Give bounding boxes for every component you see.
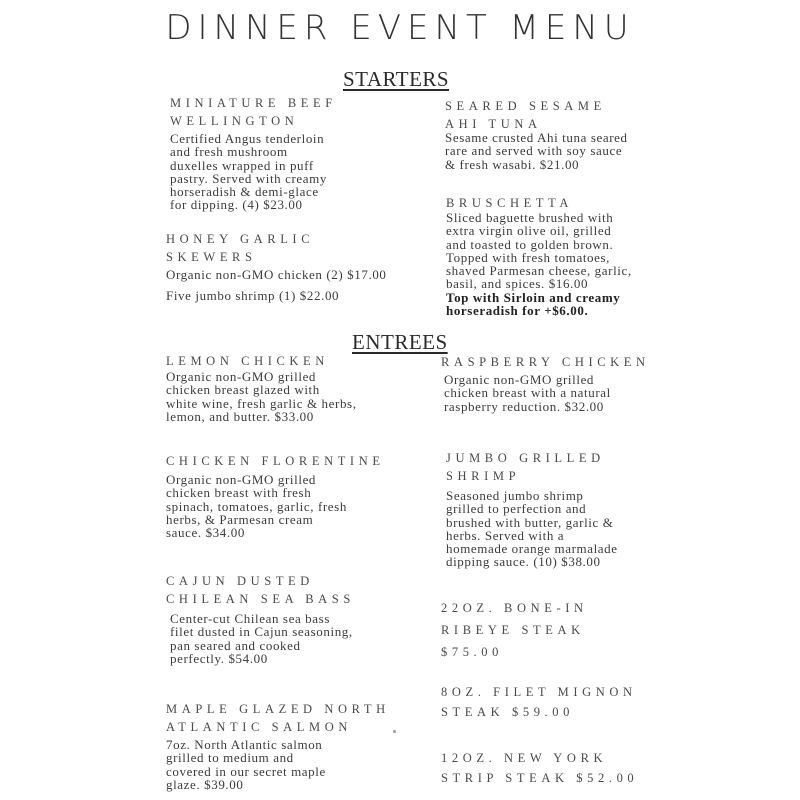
item-addon: Top with Sirloin and creamy horseradish for +$6.00. <box>446 289 621 319</box>
menu-item-new-york-strip <box>441 748 681 788</box>
menu-item-chilean-sea-bass <box>166 572 426 665</box>
menu-item-raspberry-chicken <box>441 353 681 413</box>
menu-item-jumbo-grilled-shrimp <box>446 449 686 569</box>
menu-item-bruschetta <box>446 194 686 317</box>
item-description: Organic non-GMO grilled chicken breast with fresh spinach, tomatoes, garlic, fresh herbs, & Parmesan cream sauce. $34.00 <box>166 472 347 541</box>
item-name: BRUSCHETTA <box>446 196 573 210</box>
item-description: 7oz. North Atlantic salmon grilled to medium and covered in our secret maple glaze. $39.00 <box>166 737 326 792</box>
menu-item-beef-wellington <box>170 94 430 212</box>
item-name: 8OZ. FILET MIGNON STEAK $59.00 <box>441 685 637 719</box>
item-description: Organic non-GMO grilled chicken breast with a natural raspberry reduction. $32.00 <box>444 372 611 414</box>
item-description: Organic non-GMO grilled chicken breast glazed with white wine, fresh garlic & herbs, lemon, and butter. $33.00 <box>166 369 357 424</box>
item-description: Certified Angus tenderloin and fresh mushroom duxelles wrapped in puff pastry. Served with creamy horseradish & demi-glace for dipping. (4) $23.00 <box>170 131 327 213</box>
item-name: LEMON CHICKEN <box>166 354 329 368</box>
menu-item-ahi-tuna <box>445 97 685 171</box>
menu-item-maple-glazed-salmon <box>166 700 426 791</box>
item-option: Five jumbo shrimp (1) $22.00 <box>166 288 340 304</box>
section-heading-starters: STARTERS <box>343 67 450 91</box>
item-name: 22OZ. BONE-IN RIBEYE STEAK $75.00 <box>441 601 588 659</box>
item-description: Seasoned jumbo shrimp grilled to perfection and brushed with butter, garlic & herbs. Served with a homemade orange marmalade dipping sauce. (10) $38.00 <box>446 488 618 570</box>
item-description: Sesame crusted Ahi tuna seared rare and served with soy sauce & fresh wasabi. $21.00 <box>445 130 628 172</box>
item-name: MINIATURE BEEF WELLINGTON <box>170 96 337 128</box>
item-option: Organic non-GMO chicken (2) $17.00 <box>166 267 387 282</box>
item-name: JUMBO GRILLED SHRIMP <box>446 451 605 483</box>
menu-item-ribeye-steak <box>441 597 681 663</box>
item-name: CAJUN DUSTED CHILEAN SEA BASS <box>166 574 355 606</box>
item-name: HONEY GARLIC SKEWERS <box>166 232 315 264</box>
menu-item-chicken-florentine <box>166 452 426 539</box>
menu-item-filet-mignon <box>441 682 681 722</box>
item-name: SEARED SESAME AHI TUNA <box>445 99 606 131</box>
item-name: MAPLE GLAZED NORTH ATLANTIC SALMON <box>166 702 390 734</box>
item-name: CHICKEN FLORENTINE <box>166 454 385 468</box>
stray-mark <box>393 730 396 733</box>
menu-title: DINNER EVENT MENU <box>165 8 635 48</box>
item-name: RASPBERRY CHICKEN <box>441 355 650 369</box>
menu-item-honey-garlic-skewers <box>166 230 426 303</box>
item-description: Center-cut Chilean sea bass filet dusted in Cajun seasoning, pan seared and cooked perfectly. $54.00 <box>170 611 353 666</box>
section-heading-entrees: ENTREES <box>352 330 448 354</box>
item-name: 12OZ. NEW YORK STRIP STEAK $52.00 <box>441 751 639 785</box>
menu-item-lemon-chicken <box>166 352 426 423</box>
item-description: Sliced baguette brushed with extra virgin olive oil, grilled and toasted to golden brown. Topped with fresh tomatoes, shaved Parmesan cheese, garlic, basil, and spices. $16.00 <box>446 210 632 292</box>
